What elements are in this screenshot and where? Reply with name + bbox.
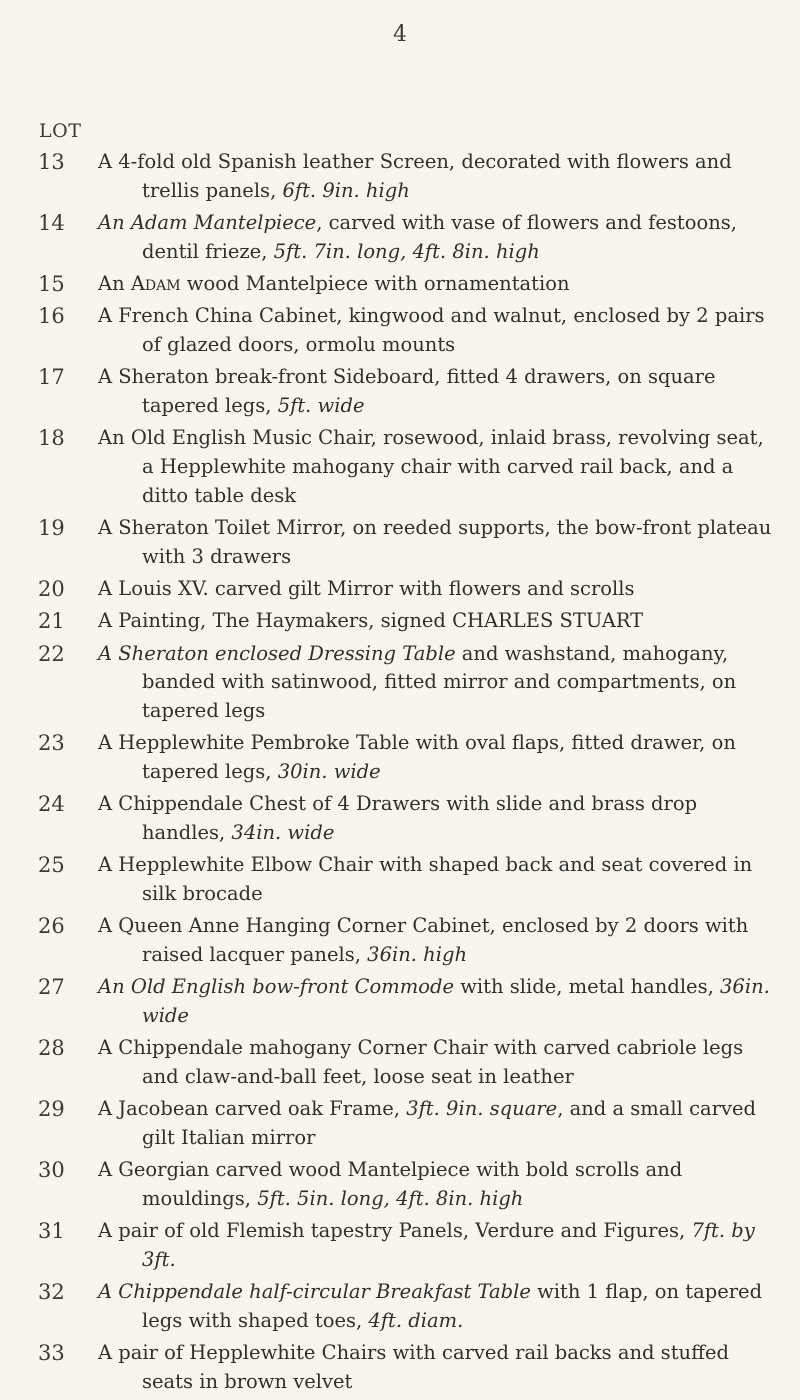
lot-entry — [0, 575, 800, 604]
lot-description-text: and washstand, mahogany, banded with satinwood, fitted mirror and compartments, on tapered legs — [142, 641, 737, 722]
lot-description — [98, 424, 776, 510]
lot-number: 15 — [38, 271, 65, 296]
lot-description — [98, 1217, 776, 1274]
lot-number: 19 — [38, 515, 65, 540]
lot-description — [98, 270, 776, 299]
lot-description-text: with slide, metal handles, — [454, 975, 721, 999]
lot-entry — [0, 1339, 800, 1396]
lot-description-text: An Old English Music Chair, rosewood, inlaid brass, revolving seat, a Hepplewhite mahogany chair with carved rail back, and a ditto table desk — [98, 426, 764, 507]
lot-number: 16 — [38, 304, 65, 329]
lot-number: 14 — [38, 210, 65, 235]
lot-entry — [0, 209, 800, 266]
lot-description-text: A Sheraton Toilet Mirror, on reeded supports, the bow-front plateau with 3 drawers — [98, 515, 772, 568]
lot-number: 22 — [38, 641, 65, 666]
lot-description — [98, 514, 776, 571]
lot-description-text: , and a small carved gilt Italian mirror — [142, 1097, 756, 1149]
lot-description-text: An Adam Mantelpiece — [98, 210, 317, 234]
lot-description-text: 36in. wide — [142, 975, 770, 1027]
lot-description-text: A Sheraton enclosed Dressing Table — [98, 641, 456, 665]
lot-description — [98, 1339, 776, 1396]
lot-description-text: wood Mantelpiece with ornamentation — [180, 271, 570, 295]
lot-entry — [0, 302, 800, 359]
lot-description-text: A Chippendale mahogany Corner Chair with carved cabriole legs and claw-and-ball feet, loose seat in leather — [98, 1036, 744, 1088]
lot-number: 29 — [38, 1097, 65, 1122]
lot-entry — [0, 270, 800, 299]
lot-description — [98, 209, 776, 266]
lot-description — [98, 575, 776, 604]
lot-number: 30 — [38, 1158, 65, 1183]
lot-description-text: 3ft. 9in. square — [406, 1097, 558, 1121]
lot-description — [98, 1278, 776, 1335]
lot-description-text: 36in. high — [367, 942, 467, 966]
lot-description-text: A Sheraton break-front Sideboard, fitted 4 drawers, on square tapered legs, — [98, 365, 716, 417]
lot-entry — [0, 1034, 800, 1091]
lot-description-text: An — [98, 271, 131, 295]
lot-description-text: A Hepplewhite Pembroke Table with oval flaps, fitted drawer, on tapered legs, — [98, 731, 736, 783]
lot-list — [0, 148, 800, 1400]
lot-description — [98, 790, 776, 847]
lot-entry — [0, 1156, 800, 1213]
lot-description-text: 34in. wide — [231, 820, 335, 844]
lot-description — [98, 912, 776, 969]
lot-description-text: An Old English bow-front Commode — [98, 975, 455, 999]
lot-description — [98, 148, 776, 205]
lot-description — [98, 851, 776, 908]
lot-description-text: with 1 flap, on tapered legs with shaped toes, — [142, 1280, 763, 1332]
lot-description — [98, 607, 776, 636]
lot-number: 24 — [38, 792, 65, 817]
lot-description-text: 5ft. 7in. long, 4ft. 8in. high — [273, 239, 540, 263]
lot-number: 25 — [38, 853, 65, 878]
lot-entry — [0, 424, 800, 510]
lot-entry — [0, 148, 800, 205]
lot-entry — [0, 1095, 800, 1152]
lot-description — [98, 1095, 776, 1152]
lot-number: 31 — [38, 1219, 65, 1244]
lot-description-text: A Queen Anne Hanging Corner Cabinet, enclosed by 2 doors with raised lacquer panels, — [98, 914, 749, 966]
lot-entry — [0, 363, 800, 420]
lot-entry — [0, 1278, 800, 1335]
lot-number: 18 — [38, 426, 65, 451]
lot-description-text: Adam — [130, 271, 181, 295]
lot-entry — [0, 1217, 800, 1274]
lot-description — [98, 729, 776, 786]
lot-description-text: , carved with vase of flowers and festoons, dentil frieze, — [142, 210, 738, 263]
lot-number: 26 — [38, 914, 65, 939]
lot-description — [98, 302, 776, 359]
lot-entry — [0, 790, 800, 847]
lot-description-text: 4ft. diam. — [368, 1308, 464, 1332]
lot-number: 33 — [38, 1341, 65, 1366]
lot-number: 23 — [38, 731, 65, 756]
lot-description-text: A French China Cabinet, kingwood and walnut, enclosed by 2 pairs of glazed doors, ormolu mounts — [98, 304, 765, 356]
lot-number: 21 — [38, 609, 65, 634]
lot-description-text: 7ft. by 3ft. — [142, 1219, 755, 1271]
lot-description-text: A Jacobean carved oak Frame, — [98, 1097, 407, 1121]
lot-number: 28 — [38, 1036, 65, 1061]
lot-description-text: A pair of old Flemish tapestry Panels, Verdure and Figures, — [98, 1219, 692, 1243]
lot-description-text: 30in. wide — [277, 759, 381, 783]
lot-description — [98, 973, 776, 1030]
lot-description-text: A Chippendale half-circular Breakfast Table — [98, 1280, 531, 1304]
lot-number: 27 — [38, 975, 65, 1000]
lot-description-text: A Georgian carved wood Mantelpiece with bold scrolls and mouldings, — [98, 1158, 683, 1210]
lot-description — [98, 1156, 776, 1213]
lot-entry — [0, 514, 800, 571]
lot-number: 32 — [38, 1280, 65, 1305]
lot-entry — [0, 851, 800, 908]
lot-column-heading: LOT — [39, 120, 82, 142]
lot-entry — [0, 607, 800, 636]
lot-entry — [0, 912, 800, 969]
lot-entry — [0, 640, 800, 726]
lot-description-text: 6ft. 9in. high — [282, 178, 410, 202]
lot-description — [98, 363, 776, 420]
lot-entry — [0, 973, 800, 1030]
lot-description-text: A pair of Hepplewhite Chairs with carved rail backs and stuffed seats in brown velvet — [98, 1341, 729, 1393]
lot-entry — [0, 729, 800, 786]
lot-description-text: A Chippendale Chest of 4 Drawers with slide and brass drop handles, — [98, 792, 698, 844]
lot-description-text: 5ft. wide — [277, 393, 365, 417]
lot-description-text: A Hepplewhite Elbow Chair with shaped back and seat covered in silk brocade — [98, 853, 753, 905]
lot-number: 17 — [38, 365, 65, 390]
lot-description — [98, 1034, 776, 1091]
lot-description-text: A Louis XV. carved gilt Mirror with flowers and scrolls — [98, 576, 635, 600]
lot-description-text: A Painting, The Haymakers, signed CHARLES STUART — [98, 609, 644, 633]
lot-number: 13 — [38, 150, 65, 174]
page-number: 4 — [393, 22, 407, 47]
lot-number: 20 — [38, 576, 65, 601]
lot-description — [98, 640, 776, 726]
lot-description-text: 5ft. 5in. long, 4ft. 8in. high — [257, 1186, 524, 1210]
lot-description-text: A 4-fold old Spanish leather Screen, decorated with flowers and trellis panels, — [98, 150, 732, 202]
